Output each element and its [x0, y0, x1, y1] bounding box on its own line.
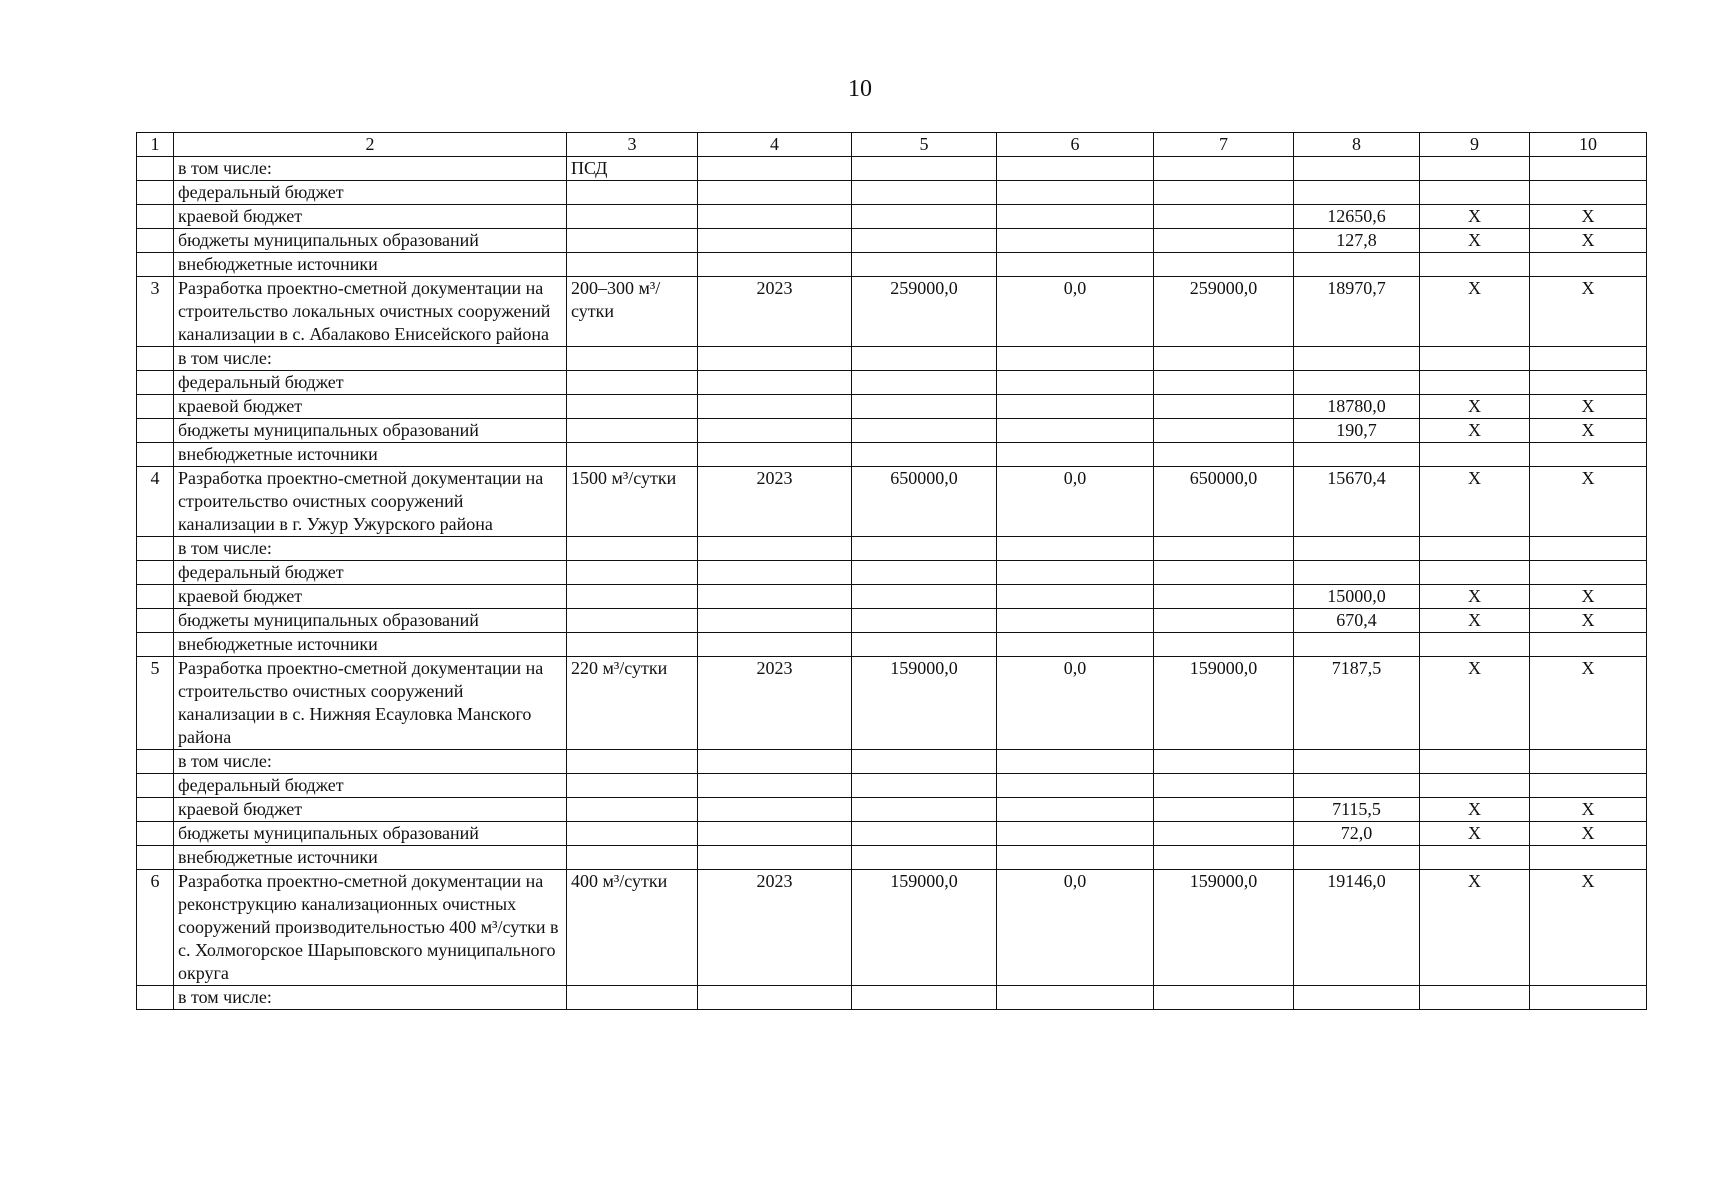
table-row	[137, 561, 1647, 585]
col5-cell	[852, 181, 997, 205]
col7-cell	[1154, 585, 1294, 609]
amount-cell: 19146,0	[1294, 870, 1420, 986]
year-cell	[698, 253, 852, 277]
x-cell-10	[1530, 774, 1647, 798]
row-number	[137, 585, 174, 609]
col7-cell	[1154, 537, 1294, 561]
capacity-cell	[567, 822, 698, 846]
col7-cell	[1154, 347, 1294, 371]
col7-cell	[1154, 181, 1294, 205]
amount-cell: 670,4	[1294, 609, 1420, 633]
table-row	[137, 467, 1647, 537]
amount-cell	[1294, 537, 1420, 561]
year-cell	[698, 205, 852, 229]
row-description: внебюджетные источники	[174, 443, 567, 467]
x-cell-9	[1420, 986, 1530, 1010]
capacity-cell	[567, 774, 698, 798]
row-number	[137, 798, 174, 822]
capacity-cell: 220 м³/сутки	[567, 657, 698, 750]
year-cell: 2023	[698, 657, 852, 750]
col7-cell	[1154, 561, 1294, 585]
year-cell	[698, 846, 852, 870]
x-cell-9: Х	[1420, 585, 1530, 609]
row-description: Разработка проектно-сметной документации на строительство очистных сооружений канализации в с. Нижняя Есауловка Манского района	[174, 657, 567, 750]
x-cell-10	[1530, 986, 1647, 1010]
amount-cell: 15000,0	[1294, 585, 1420, 609]
col7-cell	[1154, 750, 1294, 774]
col6-cell	[997, 986, 1154, 1010]
amount-cell	[1294, 347, 1420, 371]
row-description: бюджеты муниципальных образований	[174, 419, 567, 443]
row-number: 6	[137, 870, 174, 986]
x-cell-10: Х	[1530, 277, 1647, 347]
col5-cell	[852, 347, 997, 371]
row-description: в том числе:	[174, 157, 567, 181]
table-row	[137, 395, 1647, 419]
row-description: в том числе:	[174, 537, 567, 561]
row-description: федеральный бюджет	[174, 371, 567, 395]
row-number	[137, 822, 174, 846]
capacity-cell	[567, 253, 698, 277]
col5-cell	[852, 633, 997, 657]
x-cell-10: Х	[1530, 870, 1647, 986]
x-cell-10: Х	[1530, 609, 1647, 633]
year-cell	[698, 633, 852, 657]
col7-cell: 159000,0	[1154, 657, 1294, 750]
row-number	[137, 371, 174, 395]
year-cell	[698, 443, 852, 467]
col7-cell	[1154, 846, 1294, 870]
x-cell-10: Х	[1530, 585, 1647, 609]
col5-cell	[852, 371, 997, 395]
header-cell-6: 6	[997, 133, 1154, 157]
capacity-cell	[567, 205, 698, 229]
col7-cell: 159000,0	[1154, 870, 1294, 986]
table-row	[137, 157, 1647, 181]
row-number: 4	[137, 467, 174, 537]
col7-cell	[1154, 371, 1294, 395]
row-description: бюджеты муниципальных образований	[174, 822, 567, 846]
x-cell-10: Х	[1530, 205, 1647, 229]
table-row	[137, 443, 1647, 467]
table-row	[137, 986, 1647, 1010]
table-row	[137, 633, 1647, 657]
col6-cell	[997, 347, 1154, 371]
capacity-cell: 1500 м³/сутки	[567, 467, 698, 537]
x-cell-9	[1420, 443, 1530, 467]
x-cell-9: Х	[1420, 870, 1530, 986]
row-description: краевой бюджет	[174, 205, 567, 229]
amount-cell: 18970,7	[1294, 277, 1420, 347]
amount-cell	[1294, 986, 1420, 1010]
table-row	[137, 277, 1647, 347]
x-cell-10	[1530, 371, 1647, 395]
row-number	[137, 347, 174, 371]
col5-cell: 159000,0	[852, 870, 997, 986]
row-description: в том числе:	[174, 347, 567, 371]
capacity-cell: 400 м³/сутки	[567, 870, 698, 986]
col6-cell	[997, 822, 1154, 846]
col5-cell	[852, 798, 997, 822]
x-cell-10	[1530, 846, 1647, 870]
x-cell-10: Х	[1530, 229, 1647, 253]
x-cell-10	[1530, 347, 1647, 371]
x-cell-10: Х	[1530, 467, 1647, 537]
row-description: внебюджетные источники	[174, 846, 567, 870]
x-cell-10	[1530, 561, 1647, 585]
capacity-cell	[567, 537, 698, 561]
col7-cell	[1154, 253, 1294, 277]
amount-cell: 15670,4	[1294, 467, 1420, 537]
row-number: 3	[137, 277, 174, 347]
x-cell-9	[1420, 537, 1530, 561]
row-description: краевой бюджет	[174, 585, 567, 609]
col5-cell	[852, 229, 997, 253]
year-cell	[698, 822, 852, 846]
col7-cell	[1154, 609, 1294, 633]
col5-cell	[852, 443, 997, 467]
table-row	[137, 774, 1647, 798]
col7-cell	[1154, 822, 1294, 846]
header-row	[137, 133, 1647, 157]
capacity-cell	[567, 181, 698, 205]
col7-cell: 650000,0	[1154, 467, 1294, 537]
header-cell-10: 10	[1530, 133, 1647, 157]
header-cell-3: 3	[567, 133, 698, 157]
x-cell-10	[1530, 181, 1647, 205]
col6-cell	[997, 181, 1154, 205]
col5-cell	[852, 537, 997, 561]
col6-cell	[997, 750, 1154, 774]
amount-cell	[1294, 253, 1420, 277]
col5-cell	[852, 986, 997, 1010]
amount-cell	[1294, 750, 1420, 774]
capacity-cell	[567, 371, 698, 395]
col6-cell	[997, 419, 1154, 443]
capacity-cell: ПСД	[567, 157, 698, 181]
header-cell-2: 2	[174, 133, 567, 157]
col6-cell	[997, 846, 1154, 870]
amount-cell: 190,7	[1294, 419, 1420, 443]
table-row	[137, 657, 1647, 750]
table-row	[137, 585, 1647, 609]
x-cell-9: Х	[1420, 395, 1530, 419]
amount-cell	[1294, 371, 1420, 395]
col6-cell	[997, 774, 1154, 798]
col6-cell	[997, 633, 1154, 657]
capacity-cell	[567, 229, 698, 253]
col7-cell	[1154, 798, 1294, 822]
table-row	[137, 537, 1647, 561]
col5-cell	[852, 205, 997, 229]
table-row	[137, 229, 1647, 253]
row-description: внебюджетные источники	[174, 253, 567, 277]
x-cell-10	[1530, 537, 1647, 561]
capacity-cell	[567, 846, 698, 870]
row-description: бюджеты муниципальных образований	[174, 229, 567, 253]
row-number	[137, 253, 174, 277]
x-cell-9: Х	[1420, 822, 1530, 846]
col7-cell	[1154, 419, 1294, 443]
col6-cell: 0,0	[997, 870, 1154, 986]
row-number	[137, 609, 174, 633]
col5-cell	[852, 395, 997, 419]
col5-cell	[852, 419, 997, 443]
row-number	[137, 395, 174, 419]
x-cell-9: Х	[1420, 467, 1530, 537]
header-cell-8: 8	[1294, 133, 1420, 157]
col6-cell	[997, 253, 1154, 277]
amount-cell	[1294, 157, 1420, 181]
row-description: федеральный бюджет	[174, 774, 567, 798]
amount-cell	[1294, 774, 1420, 798]
year-cell	[698, 419, 852, 443]
x-cell-9	[1420, 774, 1530, 798]
table-row	[137, 371, 1647, 395]
col5-cell	[852, 822, 997, 846]
budget-table	[136, 132, 1647, 1010]
col5-cell	[852, 846, 997, 870]
x-cell-10: Х	[1530, 798, 1647, 822]
x-cell-9	[1420, 846, 1530, 870]
col6-cell	[997, 585, 1154, 609]
row-number	[137, 633, 174, 657]
table-row	[137, 846, 1647, 870]
col5-cell	[852, 561, 997, 585]
amount-cell	[1294, 561, 1420, 585]
row-description: краевой бюджет	[174, 798, 567, 822]
year-cell: 2023	[698, 870, 852, 986]
row-number	[137, 205, 174, 229]
row-number	[137, 986, 174, 1010]
x-cell-10: Х	[1530, 657, 1647, 750]
col7-cell	[1154, 205, 1294, 229]
row-description: Разработка проектно-сметной документации на строительство очистных сооружений канализации в г. Ужур Ужурского района	[174, 467, 567, 537]
amount-cell: 7115,5	[1294, 798, 1420, 822]
row-number	[137, 750, 174, 774]
x-cell-9: Х	[1420, 229, 1530, 253]
col6-cell: 0,0	[997, 657, 1154, 750]
amount-cell: 7187,5	[1294, 657, 1420, 750]
year-cell	[698, 395, 852, 419]
col6-cell	[997, 561, 1154, 585]
capacity-cell: 200–300 м³/сутки	[567, 277, 698, 347]
col6-cell	[997, 798, 1154, 822]
row-number	[137, 774, 174, 798]
x-cell-10: Х	[1530, 822, 1647, 846]
col6-cell	[997, 443, 1154, 467]
x-cell-9	[1420, 561, 1530, 585]
x-cell-9	[1420, 253, 1530, 277]
col6-cell	[997, 229, 1154, 253]
year-cell	[698, 157, 852, 181]
table-row	[137, 253, 1647, 277]
col7-cell	[1154, 986, 1294, 1010]
capacity-cell	[567, 443, 698, 467]
table-row	[137, 419, 1647, 443]
table-row	[137, 870, 1647, 986]
col5-cell	[852, 585, 997, 609]
row-description: в том числе:	[174, 750, 567, 774]
row-number	[137, 157, 174, 181]
col6-cell	[997, 609, 1154, 633]
row-description: федеральный бюджет	[174, 181, 567, 205]
table-row	[137, 798, 1647, 822]
row-description: краевой бюджет	[174, 395, 567, 419]
row-number	[137, 229, 174, 253]
amount-cell	[1294, 633, 1420, 657]
col5-cell	[852, 157, 997, 181]
col7-cell	[1154, 443, 1294, 467]
year-cell	[698, 561, 852, 585]
x-cell-9	[1420, 750, 1530, 774]
header-cell-7: 7	[1154, 133, 1294, 157]
capacity-cell	[567, 395, 698, 419]
row-number	[137, 561, 174, 585]
row-description: Разработка проектно-сметной документации на строительство локальных очистных сооружений канализации в с. Абалаково Енисейского района	[174, 277, 567, 347]
year-cell	[698, 181, 852, 205]
capacity-cell	[567, 585, 698, 609]
capacity-cell	[567, 986, 698, 1010]
row-number	[137, 419, 174, 443]
year-cell	[698, 798, 852, 822]
page-number: 10	[848, 76, 872, 102]
x-cell-9	[1420, 181, 1530, 205]
col6-cell	[997, 157, 1154, 181]
capacity-cell	[567, 609, 698, 633]
capacity-cell	[567, 561, 698, 585]
col6-cell: 0,0	[997, 277, 1154, 347]
col7-cell	[1154, 229, 1294, 253]
year-cell	[698, 986, 852, 1010]
row-number	[137, 181, 174, 205]
year-cell	[698, 609, 852, 633]
header-cell-5: 5	[852, 133, 997, 157]
row-description: бюджеты муниципальных образований	[174, 609, 567, 633]
x-cell-9	[1420, 371, 1530, 395]
amount-cell: 18780,0	[1294, 395, 1420, 419]
col5-cell	[852, 750, 997, 774]
row-description: внебюджетные источники	[174, 633, 567, 657]
col6-cell	[997, 537, 1154, 561]
amount-cell: 72,0	[1294, 822, 1420, 846]
row-description: федеральный бюджет	[174, 561, 567, 585]
x-cell-10	[1530, 157, 1647, 181]
header-cell-9: 9	[1420, 133, 1530, 157]
col6-cell	[997, 395, 1154, 419]
year-cell	[698, 347, 852, 371]
row-number: 5	[137, 657, 174, 750]
capacity-cell	[567, 750, 698, 774]
col7-cell: 259000,0	[1154, 277, 1294, 347]
col7-cell	[1154, 395, 1294, 419]
x-cell-9: Х	[1420, 205, 1530, 229]
x-cell-9	[1420, 157, 1530, 181]
table-row	[137, 205, 1647, 229]
year-cell	[698, 774, 852, 798]
table-row	[137, 347, 1647, 371]
table-row	[137, 609, 1647, 633]
x-cell-9: Х	[1420, 419, 1530, 443]
x-cell-9: Х	[1420, 609, 1530, 633]
col6-cell: 0,0	[997, 467, 1154, 537]
capacity-cell	[567, 633, 698, 657]
year-cell	[698, 229, 852, 253]
table-row	[137, 181, 1647, 205]
year-cell	[698, 371, 852, 395]
capacity-cell	[567, 347, 698, 371]
x-cell-10: Х	[1530, 395, 1647, 419]
capacity-cell	[567, 419, 698, 443]
row-number	[137, 443, 174, 467]
col6-cell	[997, 371, 1154, 395]
col7-cell	[1154, 633, 1294, 657]
x-cell-9: Х	[1420, 277, 1530, 347]
capacity-cell	[567, 798, 698, 822]
col5-cell: 650000,0	[852, 467, 997, 537]
table-row	[137, 822, 1647, 846]
x-cell-9	[1420, 633, 1530, 657]
x-cell-10	[1530, 750, 1647, 774]
col5-cell: 159000,0	[852, 657, 997, 750]
x-cell-10	[1530, 443, 1647, 467]
row-description: в том числе:	[174, 986, 567, 1010]
year-cell	[698, 537, 852, 561]
row-number	[137, 537, 174, 561]
amount-cell	[1294, 181, 1420, 205]
amount-cell: 12650,6	[1294, 205, 1420, 229]
row-number	[137, 846, 174, 870]
col5-cell	[852, 609, 997, 633]
x-cell-9: Х	[1420, 657, 1530, 750]
x-cell-10	[1530, 633, 1647, 657]
amount-cell	[1294, 443, 1420, 467]
year-cell: 2023	[698, 467, 852, 537]
col6-cell	[997, 205, 1154, 229]
col5-cell	[852, 774, 997, 798]
col5-cell	[852, 253, 997, 277]
header-cell-4: 4	[698, 133, 852, 157]
table-row	[137, 750, 1647, 774]
col7-cell	[1154, 157, 1294, 181]
year-cell	[698, 585, 852, 609]
year-cell: 2023	[698, 277, 852, 347]
table-body	[137, 157, 1647, 1010]
year-cell	[698, 750, 852, 774]
amount-cell	[1294, 846, 1420, 870]
x-cell-10	[1530, 253, 1647, 277]
x-cell-9	[1420, 347, 1530, 371]
row-description: Разработка проектно-сметной документации на реконструкцию канализационных очистных сооружений производительностью 400 м³/сутки в с. Холмогорское Шарыповского муниципального округа	[174, 870, 567, 986]
col5-cell: 259000,0	[852, 277, 997, 347]
col7-cell	[1154, 774, 1294, 798]
header-cell-1: 1	[137, 133, 174, 157]
x-cell-9: Х	[1420, 798, 1530, 822]
amount-cell: 127,8	[1294, 229, 1420, 253]
x-cell-10: Х	[1530, 419, 1647, 443]
